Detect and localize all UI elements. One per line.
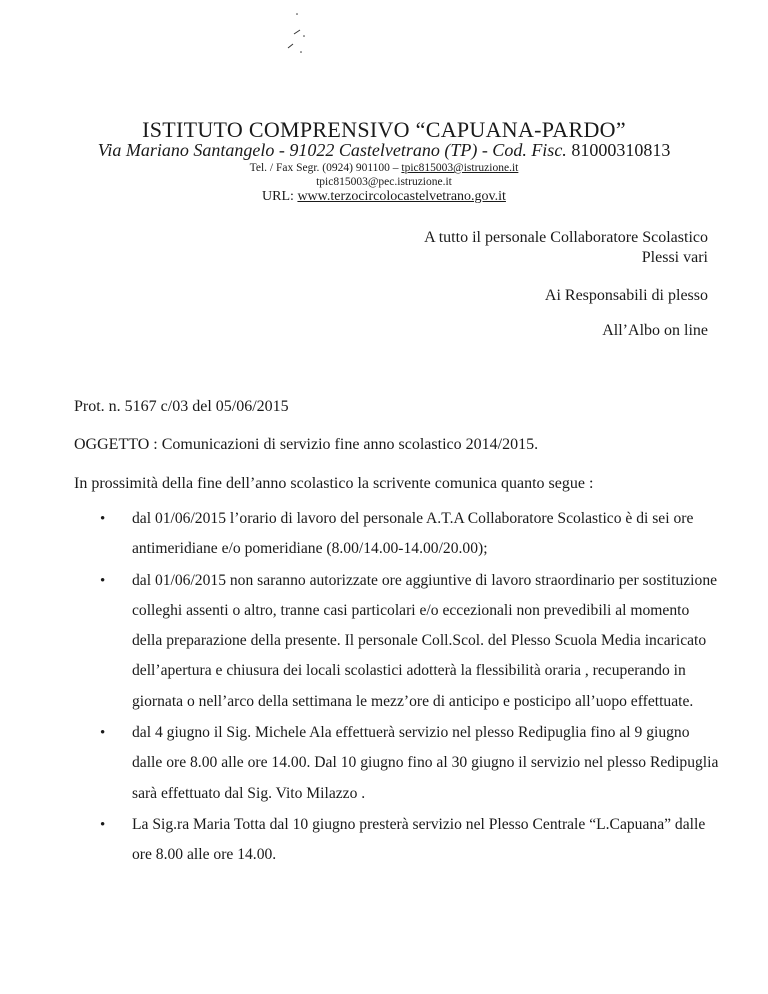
contact-line [0,162,768,174]
list-item [100,810,720,871]
pec-address: tpic815003@pec.istruzione.it [316,176,452,188]
recipient-staff: A tutto il personale Collaboratore Scolastico [424,229,708,246]
recipient-plessi: Plessi vari [641,249,708,266]
bullet-icon: • [100,816,106,833]
url-line [0,189,768,205]
list-item [100,504,720,565]
school-name: ISTITUTO COMPRENSIVO “CAPUANA-PARDO” [142,117,626,142]
recipient-block [424,228,708,268]
recipient-responsabili: Ai Responsabili di plesso [544,287,708,304]
list-item-text: dal 01/06/2015 non saranno autorizzate ore aggiuntive di lavoro straordinario per sostituzione colleghi assenti o altro, tranne casi particolari e/o eccezionali non prevedibili al momento della preparazione della presente. Il personale Coll.Scol. del Plesso Scuola Media incaricato dell’apertura e chiusura dei locali scolastici adotterà la flessibilità oraria , recuperando in giornata o nell’arco della settimana le mezz’ore di anticipo e posticipo all’uopo effettuate. [132,571,718,710]
list-item [100,718,720,809]
tel-fax: Tel. / Fax Segr. (0924) 901100 – [249,162,399,174]
bullet-icon: • [100,572,106,589]
fiscal-code: 81000310813 [571,140,671,160]
bullet-icon: • [100,725,106,742]
protocol-number: Prot. n. 5167 c/03 del 05/06/2015 [74,398,289,415]
list-item-text: dal 01/06/2015 l’orario di lavoro del personale A.T.A Collaboratore Scolastico è di sei ore antimeridiane e/o pomeridiane (8.00/14.00-14.00/20.00); [132,510,694,558]
list-item-text: dal 4 giugno il Sig. Michele Ala effettuerà servizio nel plesso Redipuglia fino al 9 giugno dalle ore 8.00 alle ore 14.00. Dal 10 giugno fino al 30 giugno il servizio nel plesso Redipuglia sarà effettuato dal Sig. Vito Milazzo . [132,724,719,802]
recipient-albo: All’Albo on line [602,322,708,339]
list-item-text: La Sig.ra Maria Totta dal 10 giugno presterà servizio nel Plesso Centrale “L.Capuana” dalle ore 8.00 alle ore 14.00. [132,815,706,864]
list-item [100,566,720,717]
email-link[interactable]: tpic815003@istruzione.it [401,162,519,174]
communications-list [100,504,720,872]
school-address [0,140,768,161]
address-text: Via Mariano Santangelo - 91022 Castelvetrano (TP) - Cod. Fisc. [97,140,567,160]
subject-line: OGGETTO : Comunicazioni di servizio fine anno scolastico 2014/2015. [74,436,539,453]
scan-marks [284,8,314,58]
bullet-icon: • [100,511,106,527]
url-label: URL: [262,189,294,204]
website-link[interactable]: www.terzocircolocastelvetrano.gov.it [297,189,506,204]
intro-paragraph: In prossimità della fine dell’anno scolastico la scrivente comunica quanto segue : [74,475,594,492]
